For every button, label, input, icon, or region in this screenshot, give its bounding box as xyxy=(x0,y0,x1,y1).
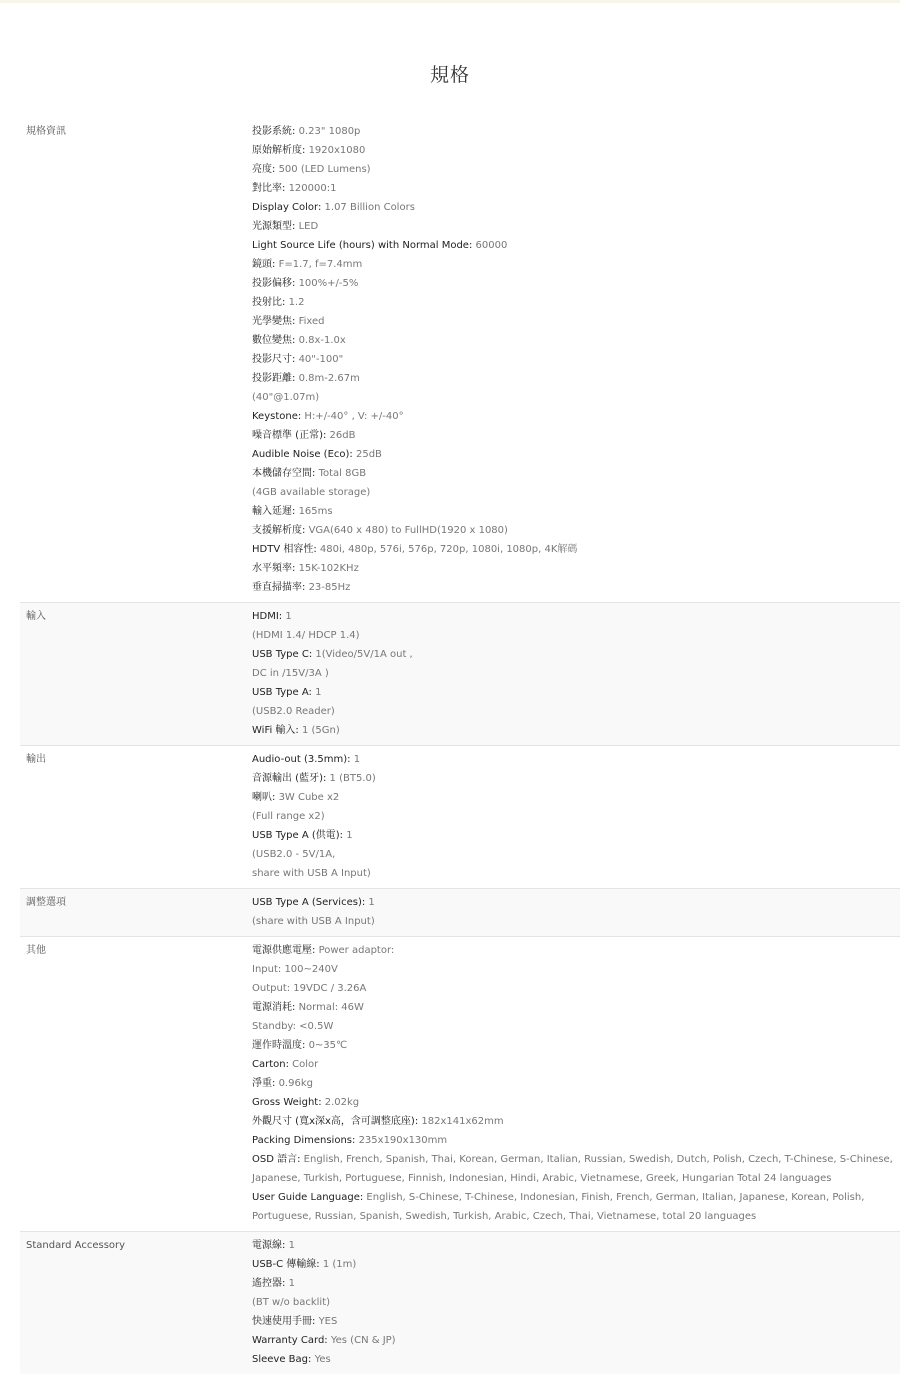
spec-key: 投影偏移: xyxy=(252,278,299,289)
spec-value: 1 xyxy=(288,1278,295,1289)
spec-row xyxy=(252,160,900,179)
spec-row xyxy=(252,893,900,912)
spec-value: (USB2.0 - 5V/1A, xyxy=(252,849,336,860)
spec-value: 26dB xyxy=(329,430,356,441)
spec-row xyxy=(252,941,900,960)
section-label: 輸入 xyxy=(26,611,46,622)
spec-key: 遙控器: xyxy=(252,1278,289,1289)
section-label: 其他 xyxy=(26,945,46,956)
spec-value: Normal: 46W xyxy=(298,1002,364,1013)
spec-key: 電源消耗: xyxy=(252,1002,299,1013)
spec-key: User Guide Language: xyxy=(252,1192,367,1203)
spec-row xyxy=(252,1188,900,1207)
spec-row xyxy=(252,912,900,931)
spec-value: (USB2.0 Reader) xyxy=(252,706,335,717)
spec-key: 光學變焦: xyxy=(252,316,299,327)
spec-value: Power adaptor: xyxy=(318,945,395,956)
spec-value: Yes (CN & JP) xyxy=(330,1335,396,1346)
spec-row xyxy=(252,1131,900,1150)
spec-key: 亮度: xyxy=(252,164,279,175)
section-body xyxy=(252,750,900,883)
spec-row xyxy=(252,122,900,141)
spec-value: 1 (5Gn) xyxy=(301,725,340,736)
spec-key: Warranty Card: xyxy=(252,1335,331,1346)
spec-value: 3W Cube x2 xyxy=(278,792,340,803)
spec-row xyxy=(252,1293,900,1312)
spec-key: 投影尺寸: xyxy=(252,354,299,365)
spec-value: Input: 100~240V xyxy=(252,964,338,975)
spec-key: Audio-out (3.5mm): xyxy=(252,754,354,765)
spec-value: 2.02kg xyxy=(324,1097,360,1108)
spec-value: 1 (BT5.0) xyxy=(329,773,376,784)
section-label: 輸出 xyxy=(26,754,46,765)
spec-value: (40"@1.07m) xyxy=(252,392,320,403)
spec-value: 1(Video/5V/1A out , xyxy=(315,649,413,660)
spec-key: 水平頻率: xyxy=(252,563,299,574)
spec-row xyxy=(252,645,900,664)
spec-key: 投射比: xyxy=(252,297,289,308)
spec-row xyxy=(252,683,900,702)
spec-value: (Full range x2) xyxy=(252,811,325,822)
spec-key: 音源輸出 (藍牙): xyxy=(252,773,330,784)
spec-key: USB Type A (Services): xyxy=(252,897,369,908)
section-body xyxy=(252,1236,900,1369)
spec-value: 165ms xyxy=(298,506,333,517)
spec-value: 1 xyxy=(285,611,292,622)
spec-value: Color xyxy=(292,1059,319,1070)
spec-row xyxy=(252,1112,900,1131)
spec-row xyxy=(252,1274,900,1293)
spec-value: (4GB available storage) xyxy=(252,487,371,498)
spec-value: YES xyxy=(318,1316,338,1327)
spec-section xyxy=(20,603,900,746)
spec-value: 1920x1080 xyxy=(308,145,366,156)
spec-value: Standby: <0.5W xyxy=(252,1021,334,1032)
section-label: Standard Accessory xyxy=(26,1240,126,1251)
spec-value: H:+/-40° , V: +/-40° xyxy=(304,411,404,422)
spec-value: 0.23" 1080p xyxy=(298,126,361,137)
spec-value: 0.8m-2.67m xyxy=(298,373,360,384)
spec-row xyxy=(252,750,900,769)
spec-key: 支援解析度: xyxy=(252,525,309,536)
spec-row xyxy=(252,331,900,350)
spec-row xyxy=(252,198,900,217)
spec-row xyxy=(252,1036,900,1055)
spec-key: HDTV 相容性: xyxy=(252,544,320,555)
spec-row xyxy=(252,626,900,645)
section-body xyxy=(252,607,900,740)
spec-row xyxy=(252,312,900,331)
spec-value: 1 (1m) xyxy=(322,1259,357,1270)
spec-row xyxy=(252,1312,900,1331)
spec-value: 120000:1 xyxy=(288,183,337,194)
spec-value: 0.8x-1.0x xyxy=(298,335,346,346)
spec-value: 500 (LED Lumens) xyxy=(278,164,371,175)
spec-row xyxy=(252,864,900,883)
spec-row xyxy=(252,1150,900,1169)
spec-key: 喇叭: xyxy=(252,792,279,803)
spec-key: Packing Dimensions: xyxy=(252,1135,359,1146)
spec-row xyxy=(252,578,900,597)
spec-key: Light Source Life (hours) with Normal Mode: xyxy=(252,240,476,251)
spec-key: OSD 語言: xyxy=(252,1154,304,1165)
spec-key: 噪音標準 (正常): xyxy=(252,430,330,441)
spec-row xyxy=(252,1074,900,1093)
spec-row xyxy=(252,769,900,788)
spec-value: 1 xyxy=(368,897,375,908)
spec-row xyxy=(252,807,900,826)
spec-value: 1.07 Billion Colors xyxy=(324,202,415,213)
spec-section xyxy=(20,889,900,937)
spec-key: 輸入延遲: xyxy=(252,506,299,517)
section-body xyxy=(252,941,900,1226)
spec-row xyxy=(252,502,900,521)
spec-key: USB Type A: xyxy=(252,687,316,698)
spec-key: 快速使用手冊: xyxy=(252,1316,319,1327)
spec-key: 運作時溫度: xyxy=(252,1040,309,1051)
section-label: 規格資訊 xyxy=(26,126,66,137)
spec-row xyxy=(252,255,900,274)
spec-value: Total 8GB xyxy=(318,468,367,479)
spec-section xyxy=(20,746,900,889)
spec-row xyxy=(252,1055,900,1074)
spec-row xyxy=(252,826,900,845)
spec-row xyxy=(252,445,900,464)
spec-row xyxy=(252,1236,900,1255)
spec-row xyxy=(252,979,900,998)
spec-value: 1 xyxy=(346,830,353,841)
spec-key: 垂直掃描率: xyxy=(252,582,309,593)
spec-value: 1 xyxy=(315,687,322,698)
spec-value: (share with USB A Input) xyxy=(252,916,375,927)
spec-value: VGA(640 x 480) to FullHD(1920 x 1080) xyxy=(308,525,508,536)
spec-value: (HDMI 1.4/ HDCP 1.4) xyxy=(252,630,360,641)
spec-key: Gross Weight: xyxy=(252,1097,325,1108)
spec-row xyxy=(252,293,900,312)
spec-row xyxy=(252,960,900,979)
spec-key: 電源線: xyxy=(252,1240,289,1251)
spec-row xyxy=(252,1255,900,1274)
spec-row xyxy=(252,1331,900,1350)
spec-key: 鏡頭: xyxy=(252,259,279,270)
spec-key: USB-C 傳輸線: xyxy=(252,1259,323,1270)
spec-key: USB Type C: xyxy=(252,649,316,660)
spec-row xyxy=(252,179,900,198)
spec-section xyxy=(20,118,900,603)
spec-value: 40"-100" xyxy=(298,354,344,365)
spec-row xyxy=(252,464,900,483)
spec-row xyxy=(252,664,900,683)
spec-value: English, French, Spanish, Thai, Korean, German, Italian, Russian, Swedish, Dutch, Polish, Czech, T-Chinese, S-Chinese, xyxy=(303,1154,893,1165)
spec-key: Sleeve Bag: xyxy=(252,1354,315,1365)
spec-section xyxy=(20,937,900,1232)
spec-row xyxy=(252,788,900,807)
spec-key: WiFi 輸入: xyxy=(252,725,302,736)
spec-row xyxy=(252,521,900,540)
spec-value: English, S-Chinese, T-Chinese, Indonesian, Finish, French, German, Italian, Japanese, Korean, Polish, xyxy=(366,1192,865,1203)
spec-key: 電源供應電壓: xyxy=(252,945,319,956)
spec-row xyxy=(252,1350,900,1369)
spec-value: 15K-102KHz xyxy=(298,563,359,574)
spec-value: 1 xyxy=(353,754,361,765)
spec-key: 數位變焦: xyxy=(252,335,299,346)
spec-row xyxy=(252,721,900,740)
spec-row xyxy=(252,1093,900,1112)
spec-key: Display Color: xyxy=(252,202,325,213)
spec-section xyxy=(20,1232,900,1374)
spec-row xyxy=(252,702,900,721)
spec-row xyxy=(252,369,900,388)
section-label: 調整選項 xyxy=(26,897,66,908)
spec-key: 光源類型: xyxy=(252,221,299,232)
spec-value: 60000 xyxy=(475,240,508,251)
page-title: 規格 xyxy=(429,64,470,86)
spec-row xyxy=(252,1017,900,1036)
spec-value: 25dB xyxy=(355,449,382,460)
spec-row xyxy=(252,998,900,1017)
spec-value: (BT w/o backlit) xyxy=(252,1297,331,1308)
spec-value: 235x190x130mm xyxy=(358,1135,448,1146)
spec-row xyxy=(252,141,900,160)
spec-row xyxy=(252,607,900,626)
spec-row xyxy=(252,483,900,502)
spec-value: 100%+/-5% xyxy=(298,278,359,289)
spec-key: 投影距離: xyxy=(252,373,299,384)
spec-value: 480i, 480p, 576i, 576p, 720p, 1080i, 1080p, 4K解碼 xyxy=(319,544,578,555)
spec-value: share with USB A Input) xyxy=(252,868,371,879)
spec-row xyxy=(252,540,900,559)
spec-value: Portuguese, Russian, Spanish, Swedish, Turkish, Arabic, Czech, Thai, Vietnamese, total 20 languages xyxy=(252,1211,757,1222)
spec-value: Japanese, Turkish, Portuguese, Finnish, Indonesian, Hindi, Arabic, Vietnamese, Greek, Hungarian Total 24 languages xyxy=(252,1173,832,1184)
spec-value: 0~35℃ xyxy=(308,1040,348,1051)
spec-key: 淨重: xyxy=(252,1078,279,1089)
spec-key: 外觀尺寸 (寬x深x高，含可調整底座): xyxy=(252,1116,422,1127)
spec-value: DC in /15V/3A ) xyxy=(252,668,329,679)
spec-value: F=1.7, f=7.4mm xyxy=(278,259,363,270)
spec-key: USB Type A (供電): xyxy=(252,830,347,841)
spec-row xyxy=(252,1169,900,1188)
spec-row xyxy=(252,350,900,369)
spec-row xyxy=(252,217,900,236)
spec-key: Carton: xyxy=(252,1059,293,1070)
spec-key: Audible Noise (Eco): xyxy=(252,449,356,460)
spec-row xyxy=(252,407,900,426)
spec-row xyxy=(252,236,900,255)
spec-key: Keystone: xyxy=(252,411,305,422)
spec-key: 本機儲存空間: xyxy=(252,468,319,479)
spec-value: 0.96kg xyxy=(278,1078,313,1089)
spec-key: 投影系統: xyxy=(252,126,299,137)
spec-value: 1 xyxy=(288,1240,295,1251)
section-body xyxy=(252,122,900,597)
spec-row xyxy=(252,388,900,407)
spec-value: 1.2 xyxy=(288,297,305,308)
spec-row xyxy=(252,845,900,864)
spec-value: 23-85Hz xyxy=(308,582,351,593)
spec-row xyxy=(252,274,900,293)
spec-key: 原始解析度: xyxy=(252,145,309,156)
section-body xyxy=(252,893,900,931)
spec-value: LED xyxy=(298,221,319,232)
spec-value: 182x141x62mm xyxy=(421,1116,504,1127)
spec-value: Fixed xyxy=(298,316,325,327)
top-decor-strip xyxy=(0,0,900,3)
spec-table xyxy=(20,118,900,1374)
spec-row xyxy=(252,426,900,445)
spec-key: HDMI: xyxy=(252,611,286,622)
spec-value: Yes xyxy=(314,1354,331,1365)
spec-row xyxy=(252,559,900,578)
spec-value: Output: 19VDC / 3.26A xyxy=(252,983,367,994)
spec-key: 對比率: xyxy=(252,183,289,194)
spec-row xyxy=(252,1207,900,1226)
